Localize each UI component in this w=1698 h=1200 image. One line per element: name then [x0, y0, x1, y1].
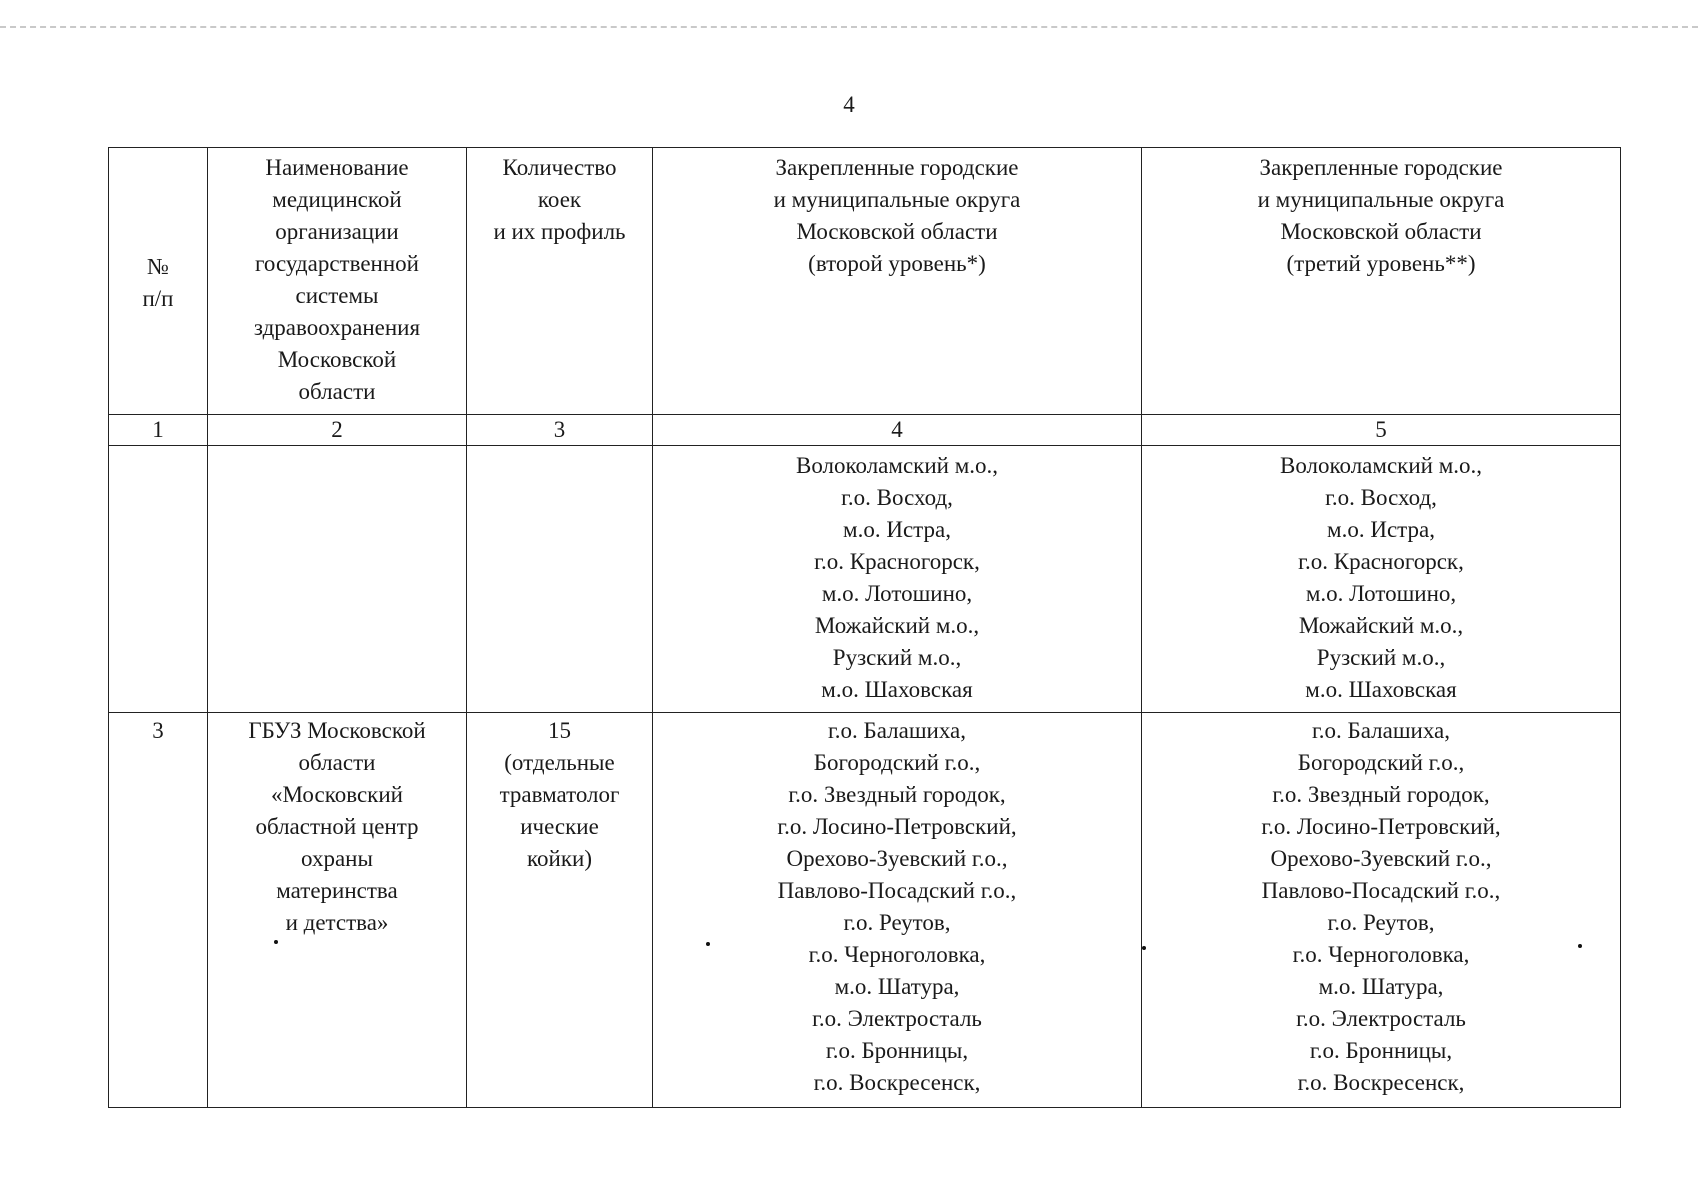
scan-speck	[1142, 946, 1146, 950]
header-organization: Наименование медицинской организации государственной системы здравоохранения Московской области	[208, 148, 467, 415]
column-index-row	[109, 415, 1621, 446]
beds-cell	[467, 446, 653, 713]
table-row	[109, 446, 1621, 713]
beds-cell: 15 (отдельные травматолог ические койки)	[467, 713, 653, 1108]
header-beds: Количество коек и их профиль	[467, 148, 653, 415]
header-level3-districts: Закрепленные городские и муниципальные округа Московской области (третий уровень**)	[1142, 148, 1621, 415]
table-header-row	[109, 148, 1621, 415]
column-index: 2	[208, 415, 467, 446]
table-row	[109, 713, 1621, 1108]
column-index: 3	[467, 415, 653, 446]
page-number: 4	[843, 92, 855, 117]
scan-edge-line	[0, 26, 1698, 28]
level2-districts-cell: Волоколамский м.о., г.о. Восход, м.о. Истра, г.о. Красногорск, м.о. Лотошино, Можайский м.о., Рузский м.о., м.о. Шаховская	[653, 446, 1142, 713]
level3-districts-cell: Волоколамский м.о., г.о. Восход, м.о. Истра, г.о. Красногорск, м.о. Лотошино, Можайский м.о., Рузский м.о., м.о. Шаховская	[1142, 446, 1621, 713]
scan-speck	[1578, 944, 1582, 948]
row-number-cell: 3	[109, 713, 208, 1108]
column-index: 4	[653, 415, 1142, 446]
scan-speck	[706, 942, 710, 946]
allocation-table	[108, 147, 1621, 1108]
level2-districts-cell: г.о. Балашиха, Богородский г.о., г.о. Звездный городок, г.о. Лосино-Петровский, Орехово-Зуевский г.о., Павлово-Посадский г.о., г.о. Реутов, г.о. Черноголовка, м.о. Шатура, г.о. Электросталь г.о. Бронницы, г.о. Воскресенск,	[653, 713, 1142, 1108]
column-index: 5	[1142, 415, 1621, 446]
scan-speck	[274, 940, 278, 944]
organization-cell	[208, 446, 467, 713]
organization-cell: ГБУЗ Московской области «Московский областной центр охраны материнства и детства»	[208, 713, 467, 1108]
column-index: 1	[109, 415, 208, 446]
row-number-cell	[109, 446, 208, 713]
header-level2-districts: Закрепленные городские и муниципальные округа Московской области (второй уровень*)	[653, 148, 1142, 415]
level3-districts-cell: г.о. Балашиха, Богородский г.о., г.о. Звездный городок, г.о. Лосино-Петровский, Орехово-Зуевский г.о., Павлово-Посадский г.о., г.о. Реутов, г.о. Черноголовка, м.о. Шатура, г.о. Электросталь г.о. Бронницы, г.о. Воскресенск,	[1142, 713, 1621, 1108]
header-number: № п/п	[109, 148, 208, 415]
